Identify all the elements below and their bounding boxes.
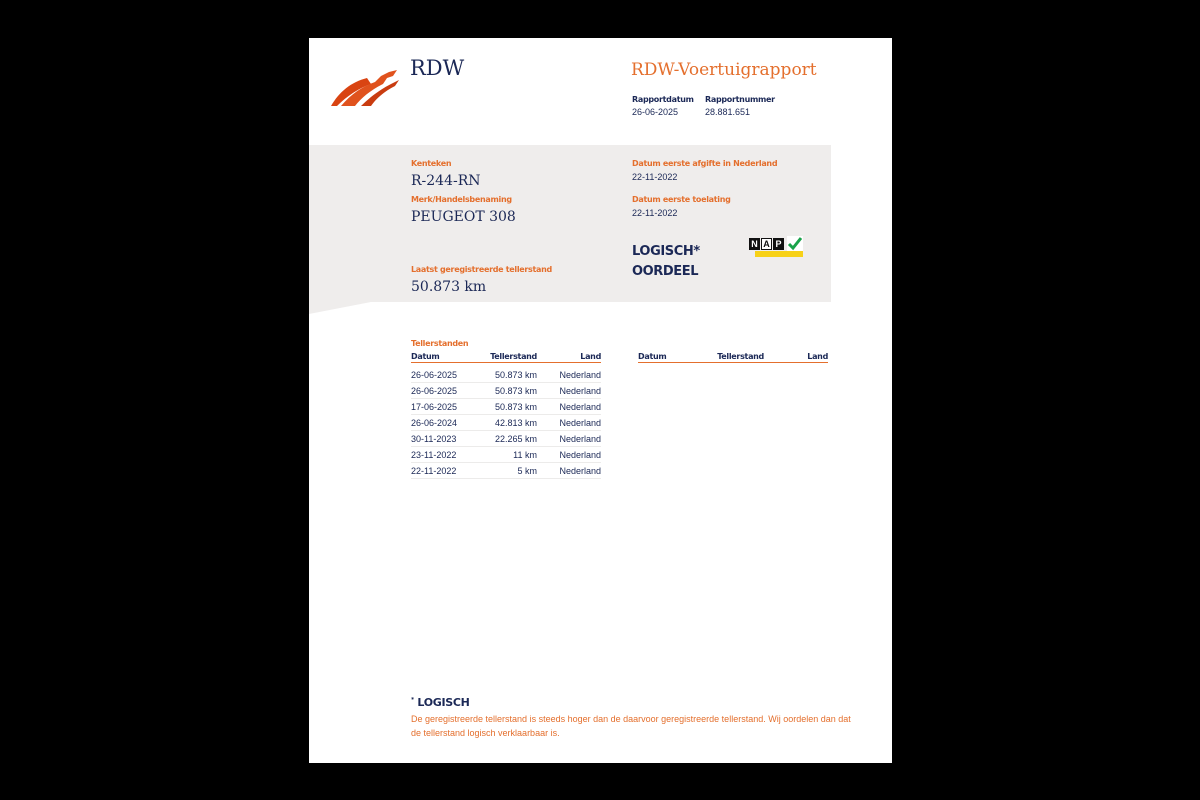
nap-letter-n: N	[749, 238, 760, 250]
cell-reading: 42.813 km	[489, 415, 537, 431]
col-reading: Tellerstand	[490, 352, 537, 361]
cell-country: Nederland	[537, 383, 601, 399]
cell-date: 17-06-2025	[411, 399, 489, 415]
odometer-value: 50.873 km	[411, 279, 487, 295]
cell-reading: 11 km	[489, 447, 537, 463]
cell-country: Nederland	[537, 399, 601, 415]
footnote-title: LOGISCH	[417, 696, 470, 709]
readings-table-2	[638, 352, 828, 363]
odometer-label: Laatst geregistreerde tellerstand	[411, 265, 552, 274]
table-row	[411, 431, 601, 447]
first-issue-label: Datum eerste afgifte in Nederland	[632, 159, 778, 168]
make-label: Merk/Handelsbenaming	[411, 195, 512, 204]
report-page	[309, 38, 892, 763]
nap-yellow-bar	[755, 251, 803, 257]
check-icon	[787, 236, 803, 251]
table-row	[411, 363, 601, 383]
report-number-block	[705, 95, 775, 117]
cell-date: 30-11-2023	[411, 431, 489, 447]
cell-country: Nederland	[537, 463, 601, 479]
make-value: PEUGEOT 308	[411, 209, 516, 225]
rdw-logo-icon	[331, 70, 401, 106]
verdict-line-2: OORDEEL	[632, 264, 699, 279]
footnote-marker: *	[411, 696, 414, 704]
cell-date: 22-11-2022	[411, 463, 489, 479]
first-issue-value: 22-11-2022	[632, 172, 678, 182]
report-date: 26-06-2025	[632, 107, 679, 117]
cell-date: 26-06-2025	[411, 363, 489, 383]
report-number: 28.881.651	[705, 107, 751, 117]
panel-tab	[309, 302, 371, 314]
plate-field	[411, 159, 481, 189]
cell-country: Nederland	[537, 447, 601, 463]
make-field	[411, 195, 516, 225]
nap-badge	[749, 238, 804, 260]
plate-value: R-244-RN	[411, 173, 481, 189]
odometer-field	[411, 265, 552, 295]
footnote-text: De geregistreerde tellerstand is steeds hoger dan de daarvoor geregistreerde tellerstand. Wij oordelen dan dat de tellerstand logisch verklaarbaar is.	[411, 714, 851, 738]
table-row	[411, 383, 601, 399]
odometer-verdict	[632, 242, 700, 282]
nap-letter-p: P	[773, 238, 784, 250]
report-date-label: Rapportdatum	[632, 95, 694, 104]
plate-label: Kenteken	[411, 159, 452, 168]
table-row	[411, 447, 601, 463]
cell-reading: 50.873 km	[489, 383, 537, 399]
table-row	[411, 463, 601, 479]
col-date-2: Datum	[638, 352, 716, 363]
brand-name: RDW	[410, 56, 465, 80]
first-admission-label: Datum eerste toelating	[632, 195, 731, 204]
cell-date: 26-06-2024	[411, 415, 489, 431]
first-admission-value: 22-11-2022	[632, 208, 678, 218]
report-date-block	[632, 95, 694, 117]
readings-title: Tellerstanden	[411, 339, 469, 348]
cell-date: 26-06-2025	[411, 383, 489, 399]
verdict-line-1: LOGISCH*	[632, 244, 700, 259]
report-number-label: Rapportnummer	[705, 95, 775, 104]
first-admission-field	[632, 195, 731, 218]
col-country-2: Land	[764, 352, 828, 363]
cell-reading: 5 km	[489, 463, 537, 479]
report-title: RDW-Voertuigrapport	[631, 60, 817, 80]
col-reading-2: Tellerstand	[717, 352, 764, 361]
footnote-heading	[411, 696, 470, 709]
cell-country: Nederland	[537, 363, 601, 383]
readings-table	[411, 352, 601, 479]
cell-reading: 50.873 km	[489, 399, 537, 415]
cell-reading: 50.873 km	[489, 363, 537, 383]
table-row	[411, 415, 601, 431]
col-country: Land	[537, 352, 601, 363]
table-row	[411, 399, 601, 415]
cell-country: Nederland	[537, 415, 601, 431]
nap-letter-a: A	[761, 238, 772, 250]
cell-date: 23-11-2022	[411, 447, 489, 463]
first-issue-field	[632, 159, 777, 182]
cell-reading: 22.265 km	[489, 431, 537, 447]
col-date: Datum	[411, 352, 489, 363]
cell-country: Nederland	[537, 431, 601, 447]
